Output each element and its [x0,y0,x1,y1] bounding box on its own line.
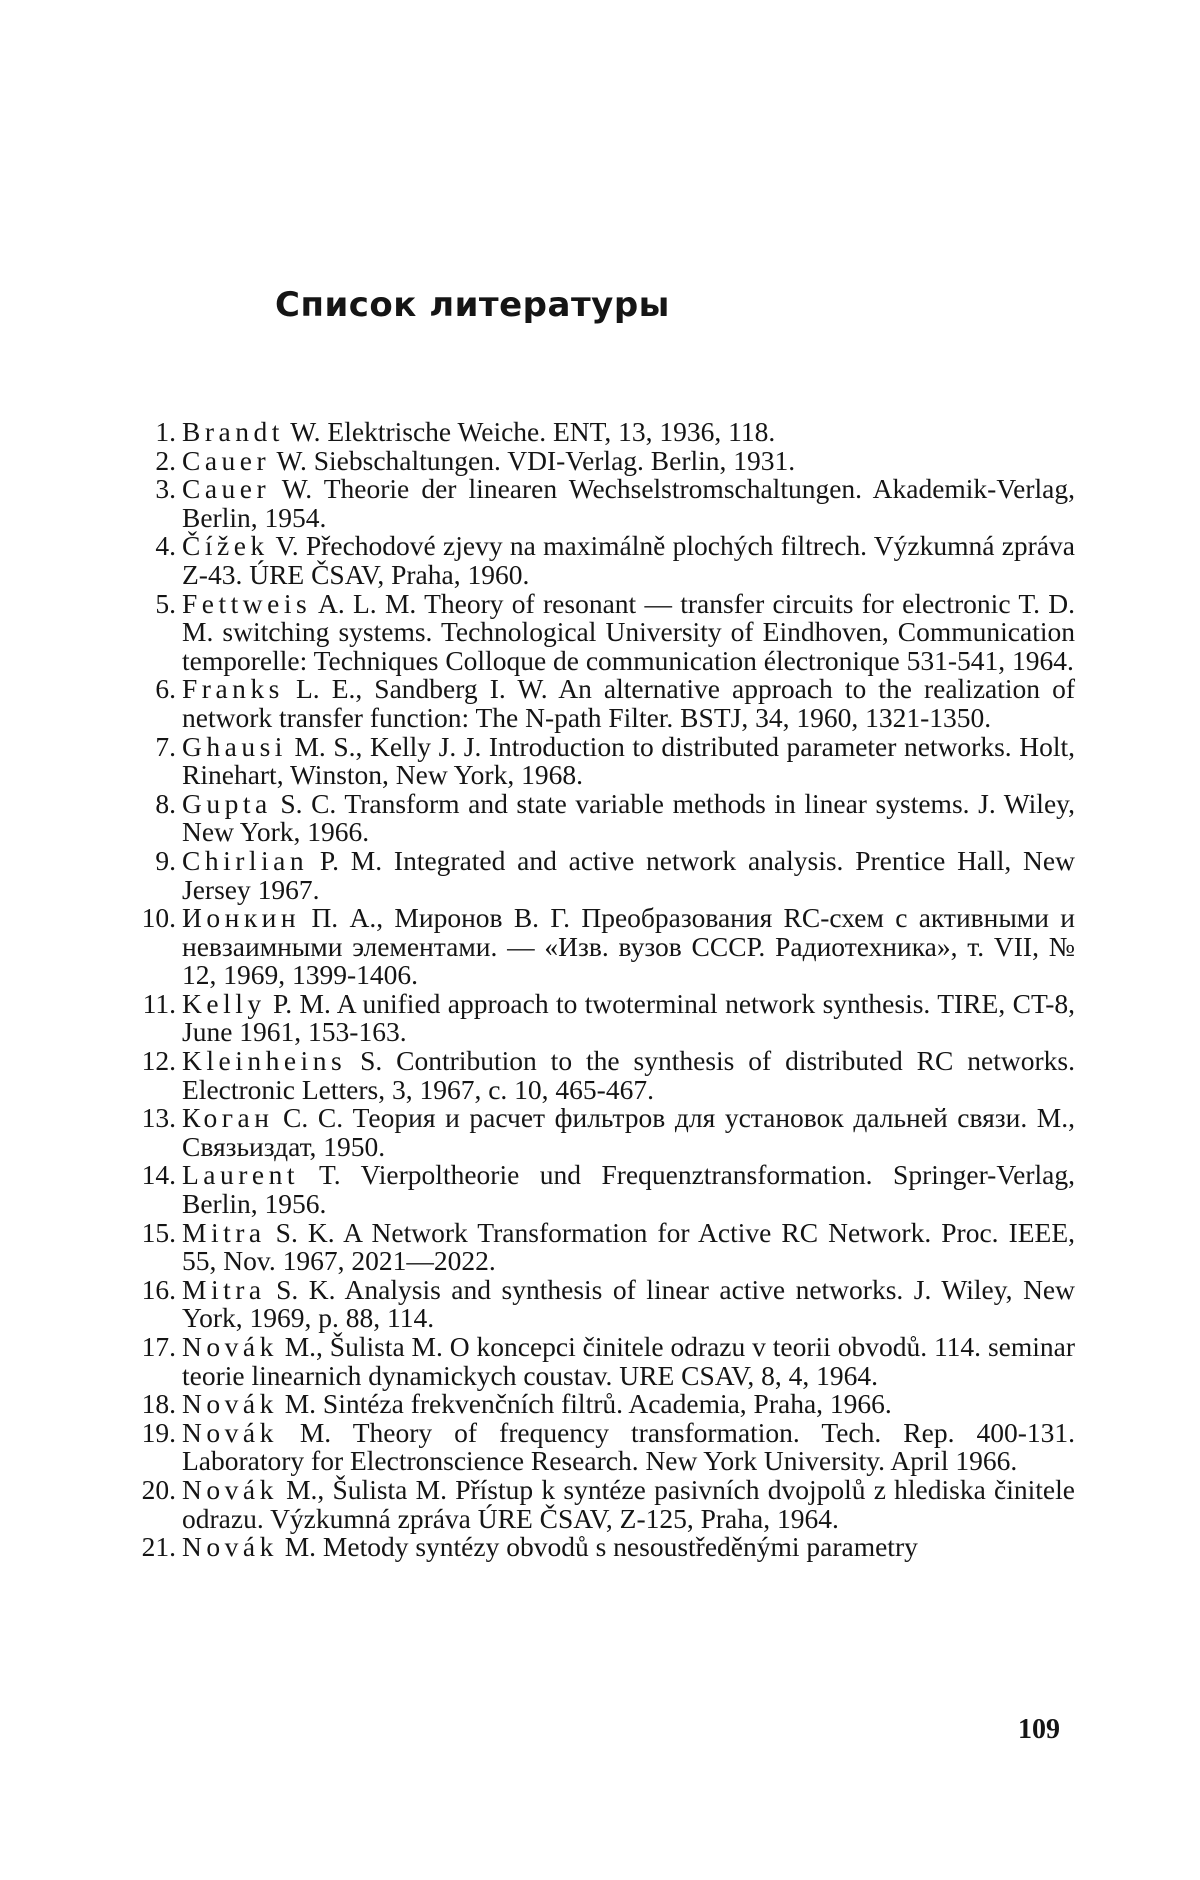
reference-number: 21. [141,1531,176,1563]
reference-number: 10. [141,902,176,934]
reference-text: W. Siebschaltungen. VDI-Verlag. Berlin, 1931. [270,444,796,476]
reference-number: 17. [141,1331,176,1362]
reference-text: W. Theorie der linearen Wechselstromschaltungen. Akademik-Verlag, Berlin, 1954. [182,473,1075,533]
reference-author: Čížek [182,530,269,562]
reference-item [130,1216,1075,1277]
reference-body [182,1473,1075,1534]
reference-item [130,987,1075,1048]
reference-list [130,418,1075,1562]
reference-body [182,987,1075,1048]
reference-body [182,844,1075,905]
reference-author: Ионкин [182,902,301,934]
reference-number: 20. [141,1473,176,1505]
reference-author: Cauer [182,473,271,505]
reference-body [182,1104,1075,1161]
reference-author: Brandt [182,416,284,447]
reference-body [182,475,1075,532]
reference-body [182,1416,1075,1477]
reference-body [182,675,1075,732]
reference-body [182,1047,1075,1104]
reference-item [130,418,1075,447]
reference-text: M., Šulista M. O koncepci činitele odrazu v teorii obvodů. 114. seminar teorie linearnich dynamickych coustav. URE CSAV, 8, 4, 1964. [182,1331,1075,1391]
reference-body [182,1333,1075,1390]
reference-text: P. M. A unified approach to twoterminal network synthesis. TIRE, CT-8, June 1961, 153-163. [182,987,1075,1048]
reference-author: Fettweis [182,587,312,619]
reference-item [130,1161,1075,1218]
reference-item [130,1416,1075,1477]
reference-item [130,730,1075,791]
reference-text: W. Elektrische Weiche. ENT, 13, 1936, 118. [283,416,776,447]
reference-author: Novák [182,1416,278,1448]
reference-item [130,1047,1075,1104]
reference-body [182,1533,1075,1562]
reference-author: Novák [182,1473,278,1505]
reference-author: Novák [182,1531,278,1563]
reference-author: Mitra [182,1216,266,1248]
reference-number: 14. [141,1159,176,1191]
reference-item [130,1390,1075,1419]
reference-item [130,844,1075,905]
reference-item [130,787,1075,848]
reference-text: S. K. A Network Transformation for Active RC Network. Proc. IEEE, 55, Nov. 1967, 2021—2022. [182,1216,1075,1277]
reference-text: S. K. Analysis and synthesis of linear active networks. J. Wiley, New York, 1969, p. 88, 114. [182,1273,1075,1334]
reference-text: П. А., Миронов В. Г. Преобразования RC-схем с активными и невзаимными элементами. — «Изв. вузов СССР. Радиотехника», т. VII, № 12, 1969, 1399-1406. [182,902,1075,991]
reference-number: 5. [155,587,176,619]
reference-text: S. Contribution to the synthesis of distributed RC networks. Electronic Letters, 3, 1967, c. 10, 465-467. [182,1045,1075,1105]
reference-body [182,730,1075,791]
reference-number: 11. [142,987,176,1019]
reference-text: L. E., Sandberg I. W. An alternative approach to the realization of network transfer function: The N-path Filter. BSTJ, 34, 1960, 1321-1350. [182,673,1075,733]
reference-text: M. Sintéza frekvenčních filtrů. Academia, Praha, 1966. [277,1388,892,1420]
reference-author: Cauer [182,444,271,476]
reference-text: M., Šulista M. Přístup k syntéze pasivních dvojpolů z hlediska činitele odrazu. Výzkumná zpráva ÚRE ČSAV, Z-125, Praha, 1964. [182,1473,1075,1534]
reference-author: Kleinheins [182,1045,347,1077]
reference-number: 4. [155,530,176,562]
reference-author: Коган [182,1102,274,1134]
reference-text: С. С. Теория и расчет фильтров для установок дальней связи. М., Связьиздат, 1950. [182,1102,1075,1162]
reference-text: V. Přechodové zjevy na maximálně plochých filtrech. Výzkumná zpráva Z-43. ÚRE ČSAV, Praha, 1960. [182,530,1075,590]
reference-number: 19. [141,1416,176,1448]
reference-text: M. Metody syntézy obvodů s nesoustředěnými parametry [277,1531,918,1563]
reference-number: 13. [141,1102,176,1134]
reference-body [182,418,1075,447]
reference-number: 7. [155,730,176,762]
reference-author: Franks [182,673,284,705]
reference-item [130,475,1075,532]
reference-body [182,1161,1075,1218]
reference-item [130,1104,1075,1161]
page-number: 109 [1018,1714,1060,1745]
reference-author: Laurent [182,1159,300,1191]
reference-body [182,787,1075,848]
reference-author: Gupta [182,787,272,819]
reference-number: 2. [155,444,176,476]
reference-item [130,587,1075,676]
reference-body [182,587,1075,676]
reference-number: 18. [141,1388,176,1420]
reference-body [182,532,1075,589]
reference-item [130,675,1075,732]
reference-author: Novák [182,1388,278,1420]
reference-number: 12. [141,1045,176,1077]
reference-number: 3. [155,473,176,505]
reference-author: Chirlian [182,844,309,876]
reference-author: Novák [182,1331,278,1362]
reference-body [182,444,1075,476]
reference-item [130,904,1075,990]
reference-body [182,904,1075,990]
reference-author: Kelly [182,987,266,1019]
reference-number: 8. [155,787,176,819]
reference-item [130,444,1075,476]
reference-author: Mitra [182,1273,266,1305]
reference-text: S. C. Transform and state variable methods in linear systems. J. Wiley, New York, 1966. [182,787,1075,848]
reference-item [130,1473,1075,1534]
reference-number: 15. [141,1216,176,1248]
reference-text: M. Theory of frequency transformation. Tech. Rep. 400-131. Laboratory for Electronscience Research. New York University. April 1966. [182,1416,1075,1477]
reference-item [130,1273,1075,1334]
reference-author: Ghausi [182,730,287,762]
reference-item [130,1333,1075,1390]
reference-text: T. Vierpoltheorie und Frequenztransformation. Springer-Verlag, Berlin, 1956. [182,1159,1075,1220]
reference-body [182,1273,1075,1334]
reference-item [130,1533,1075,1562]
reference-number: 9. [155,844,176,876]
reference-body [182,1216,1075,1277]
reference-number: 6. [155,673,176,705]
reference-number: 16. [141,1273,176,1305]
page-title: Список литературы [275,285,670,325]
reference-body [182,1390,1075,1419]
reference-text: M. S., Kelly J. J. Introduction to distributed parameter networks. Holt, Rinehart, Winston, New York, 1968. [182,730,1075,791]
reference-text: P. M. Integrated and active network analysis. Prentice Hall, New Jersey 1967. [182,844,1075,905]
reference-text: A. L. M. Theory of resonant — transfer circuits for electronic T. D. M. switching systems. Technological University of Eindhoven, Communication temporelle: Techniques Colloque de communication électronique 531-541, 1964. [182,587,1075,676]
reference-number: 1. [155,416,176,447]
reference-item [130,532,1075,589]
